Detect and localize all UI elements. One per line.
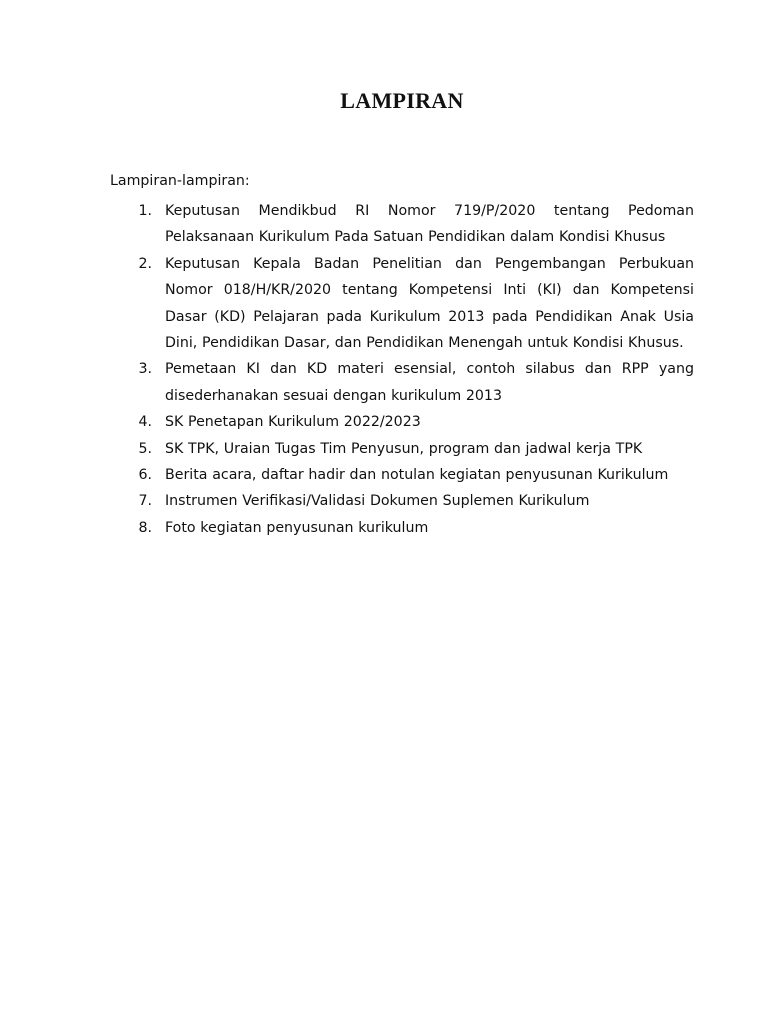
intro-text: Lampiran-lampiran: — [110, 173, 250, 189]
item-text: Berita acara, daftar hadir dan notulan kegiatan penyusunan Kurikulum — [165, 467, 669, 484]
item-number: 3. — [138, 361, 152, 378]
item-number: 8. — [138, 519, 152, 536]
page-title: LAMPIRAN — [340, 88, 464, 113]
item-number: 5. — [138, 440, 152, 457]
item-text: SK Penetapan Kurikulum 2022/2023 — [165, 414, 421, 431]
item-text: Pemetaan KI dan KD materi esensial, contoh silabus dan RPP yang disederhanakan sesuai dengan kurikulum 2013 — [165, 361, 694, 404]
item-number: 1. — [138, 203, 152, 219]
list-item — [110, 462, 694, 488]
list-item — [110, 436, 694, 462]
list-item — [110, 409, 694, 435]
item-text: Foto kegiatan penyusunan kurikulum — [165, 519, 429, 536]
list-item — [110, 251, 694, 357]
item-text: Keputusan Mendikbud RI Nomor 719/P/2020 tentang Pedoman Pelaksanaan Kurikulum Pada Satuan Pendidikan dalam Kondisi Khusus — [165, 203, 694, 246]
item-number: 4. — [138, 414, 152, 431]
item-text: Keputusan Kepala Badan Penelitian dan Pengembangan Perbukuan Nomor 018/H/KR/2020 tentang Kompetensi Inti (KI) dan Kompetensi Dasar (KD) Pelajaran pada Kurikulum 2013 pada Pendidikan Anak Usia Dini, Pendidikan Dasar, dan Pendidikan Menengah untuk Kondisi Khusus. — [165, 255, 694, 352]
list-item — [110, 488, 694, 514]
item-text: Instrumen Verifikasi/Validasi Dokumen Suplemen Kurikulum — [165, 493, 590, 510]
item-number: 6. — [138, 467, 152, 484]
list-item — [110, 515, 694, 541]
item-text: SK TPK, Uraian Tugas Tim Penyusun, program dan jadwal kerja TPK — [165, 440, 643, 457]
list-item — [110, 198, 694, 251]
attachment-list — [110, 198, 694, 541]
item-number: 2. — [138, 255, 152, 272]
list-item — [110, 356, 694, 409]
item-number: 7. — [138, 493, 152, 510]
